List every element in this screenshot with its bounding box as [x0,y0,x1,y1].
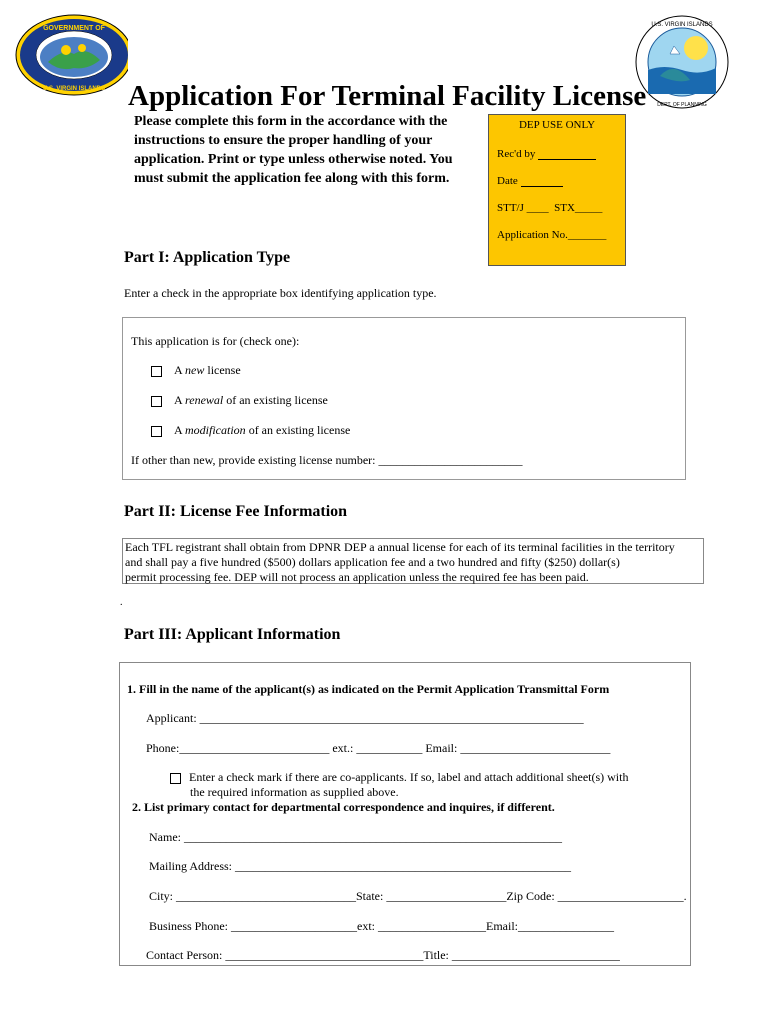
intro-instructions: Please complete this form in the accordance with the instructions to ensure the proper handling of your application. Print or type unless otherwise noted. You must submit the application fee along with this form. [134,114,453,186]
stray-mark: . [120,597,123,608]
coapplicant-row: Enter a check mark if there are co-applicants. If so, label and attach additional sheet(s) with [170,770,628,785]
sttj-label: STT/J ____ [497,202,549,214]
city-state-zip-fields[interactable]: City: ______________________________State: ____________________Zip Code: _____________________. [149,889,687,903]
svg-text:U.S. VIRGIN ISLANDS: U.S. VIRGIN ISLANDS [42,86,106,92]
renewal-checkbox[interactable] [151,396,162,407]
application-for-label: This application is for (check one): [131,334,300,348]
contact-person-title-fields[interactable]: Contact Person: _________________________________Title: ____________________________ [146,948,620,962]
applicant-phone-ext-email-fields[interactable]: Phone:_________________________ ext.: ___________ Email: _________________________ [146,741,611,755]
option-modification-license: A modification of an existing license [151,423,350,438]
option-new-license: A new license [151,363,241,378]
dpnr-seal-logo [634,14,730,110]
date-label: Date [497,175,518,187]
part1-instruction: Enter a check in the appropriate box identifying application type. [124,286,437,300]
new-license-checkbox[interactable] [151,366,162,377]
fee-text-line: and shall pay a five hundred ($500) dollars application fee and a two hundred and fifty ($250) dollar(s) [125,555,620,569]
fee-text-line: permit processing fee. DEP will not process an application unless the required fee has been paid. [125,570,589,584]
license-fee-info-box [122,538,704,584]
mailing-address-field[interactable]: Mailing Address: ________________________________________________________ [149,859,571,873]
part3-title: Part III: Applicant Information [124,626,341,643]
modification-checkbox[interactable] [151,426,162,437]
item1-heading: 1. Fill in the name of the applicant(s) as indicated on the Permit Application Transmittal Form [127,682,610,696]
recd-by-field[interactable] [538,159,596,160]
svg-text:U.S. VIRGIN ISLANDS: U.S. VIRGIN ISLANDS [651,22,713,28]
stx-label: STX_____ [554,202,603,214]
coapplicant-note: the required information as supplied above. [190,785,399,799]
option-renewal-license: A renewal of an existing license [151,393,328,408]
part2-title: Part II: License Fee Information [124,503,348,520]
dep-use-only-heading: DEP USE ONLY [518,119,596,131]
fee-text-line: Each TFL registrant shall obtain from DPNR DEP a annual license for each of its terminal facilities in the territory [125,540,675,554]
application-no-label: Application No._______ [497,229,607,241]
applicant-name-field[interactable]: Applicant: ________________________________________________________________ [146,711,584,725]
existing-license-number-field[interactable]: If other than new, provide existing license number: ________________________ [131,453,523,467]
dep-date-field[interactable] [521,186,563,187]
page-title: Application For Terminal Facility License [128,80,647,112]
coapplicant-checkbox[interactable] [170,773,181,784]
item2-heading: 2. List primary contact for departmental correspondence and inquires, if different. [132,800,555,814]
business-phone-ext-email-fields[interactable]: Business Phone: _____________________ext: __________________Email:________________ [149,919,614,933]
contact-name-field[interactable]: Name: _______________________________________________________________ [149,830,562,844]
recd-by-label: Rec'd by [497,148,536,160]
dep-use-only-box [488,114,626,266]
vi-government-seal-logo [8,10,128,100]
svg-text:DEPT. OF PLANNING: DEPT. OF PLANNING [657,102,707,108]
svg-text:GOVERNMENT OF: GOVERNMENT OF [43,25,105,32]
part1-title: Part I: Application Type [124,249,291,266]
